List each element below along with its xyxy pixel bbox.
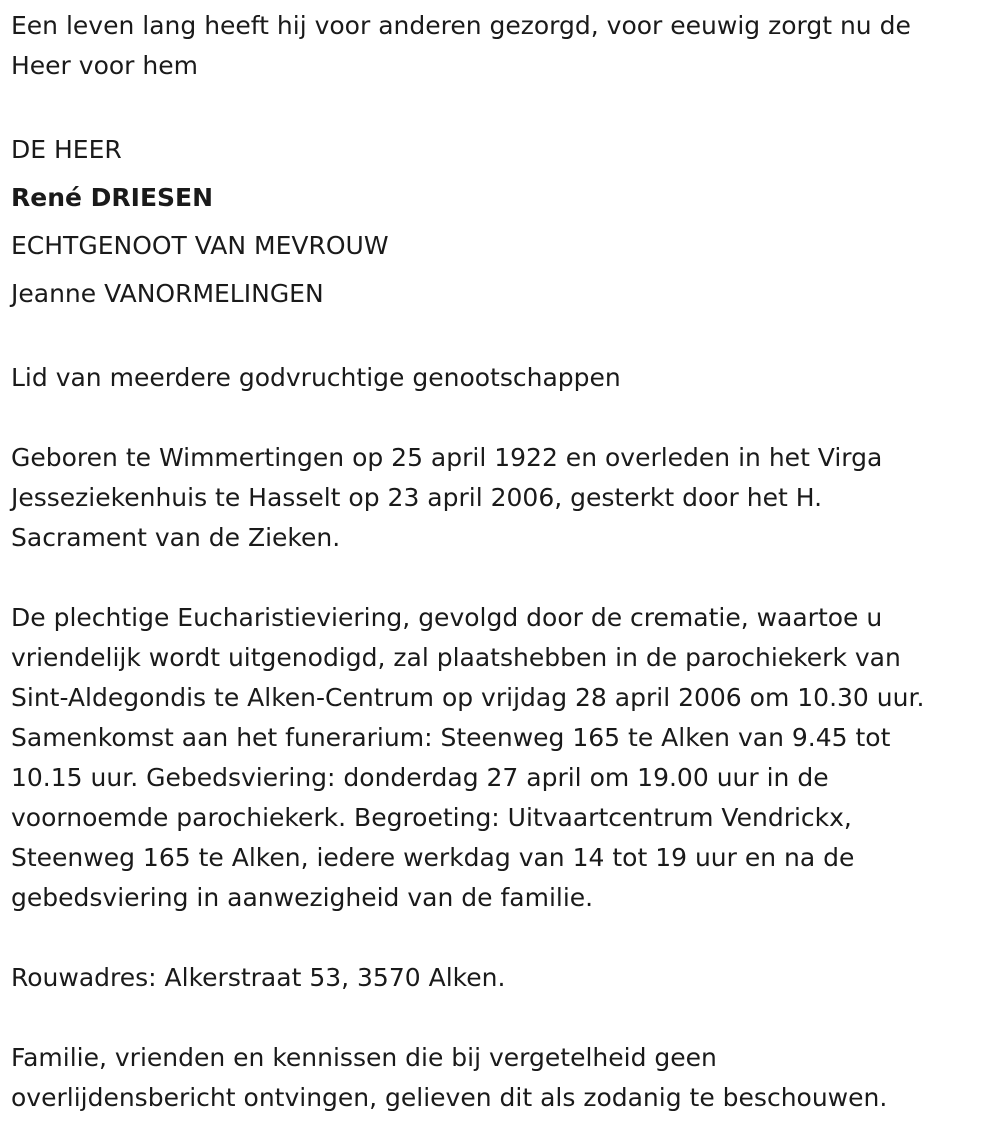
birth-death-line: Sacrament van de Zieken. bbox=[11, 523, 341, 552]
ceremony-line: De plechtige Eucharistieviering, gevolgd door de crematie, waartoe u bbox=[11, 603, 883, 632]
ceremony-line: Sint-Aldegondis te Alken-Centrum op vrijdag 28 april 2006 om 10.30 uur. bbox=[11, 683, 925, 712]
birth-death-paragraph bbox=[11, 438, 982, 558]
closing-paragraph bbox=[11, 1038, 982, 1118]
deceased-header bbox=[11, 126, 982, 318]
birth-death-line: Geboren te Wimmertingen op 25 april 1922 en overleden in het Virga bbox=[11, 443, 883, 472]
membership-line: Lid van meerdere godvruchtige genootschappen bbox=[11, 363, 621, 392]
birth-death-line: Jesseziekenhuis te Hasselt op 23 april 2006, gesterkt door het H. bbox=[11, 483, 823, 512]
ceremony-line: voornoemde parochiekerk. Begroeting: Uitvaartcentrum Vendrickx, bbox=[11, 803, 852, 832]
ceremony-paragraph bbox=[11, 598, 982, 918]
closing-line: overlijdensbericht ontvingen, gelieven dit als zodanig te beschouwen. bbox=[11, 1083, 888, 1112]
mourning-address: Rouwadres: Alkerstraat 53, 3570 Alken. bbox=[11, 963, 506, 992]
address-paragraph bbox=[11, 958, 982, 998]
spouse-name: Jeanne VANORMELINGEN bbox=[11, 279, 324, 308]
title-prefix: DE HEER bbox=[11, 135, 122, 164]
ceremony-line: gebedsviering in aanwezigheid van de familie. bbox=[11, 883, 594, 912]
intro-line: Heer voor hem bbox=[11, 51, 198, 80]
ceremony-line: Steenweg 165 te Alken, iedere werkdag van 14 tot 19 uur en na de bbox=[11, 843, 855, 872]
closing-line: Familie, vrienden en kennissen die bij vergetelheid geen bbox=[11, 1043, 717, 1072]
intro-line: Een leven lang heeft hij voor anderen gezorgd, voor eeuwig zorgt nu de bbox=[11, 11, 911, 40]
ceremony-line: Samenkomst aan het funerarium: Steenweg 165 te Alken van 9.45 tot bbox=[11, 723, 891, 752]
deceased-name: René DRIESEN bbox=[11, 183, 214, 212]
intro-quote bbox=[11, 0, 982, 86]
ceremony-line: vriendelijk wordt uitgenodigd, zal plaatshebben in de parochiekerk van bbox=[11, 643, 901, 672]
spouse-label: ECHTGENOOT VAN MEVROUW bbox=[11, 231, 389, 260]
ceremony-line: 10.15 uur. Gebedsviering: donderdag 27 april om 19.00 uur in de bbox=[11, 763, 829, 792]
membership-paragraph bbox=[11, 358, 982, 398]
